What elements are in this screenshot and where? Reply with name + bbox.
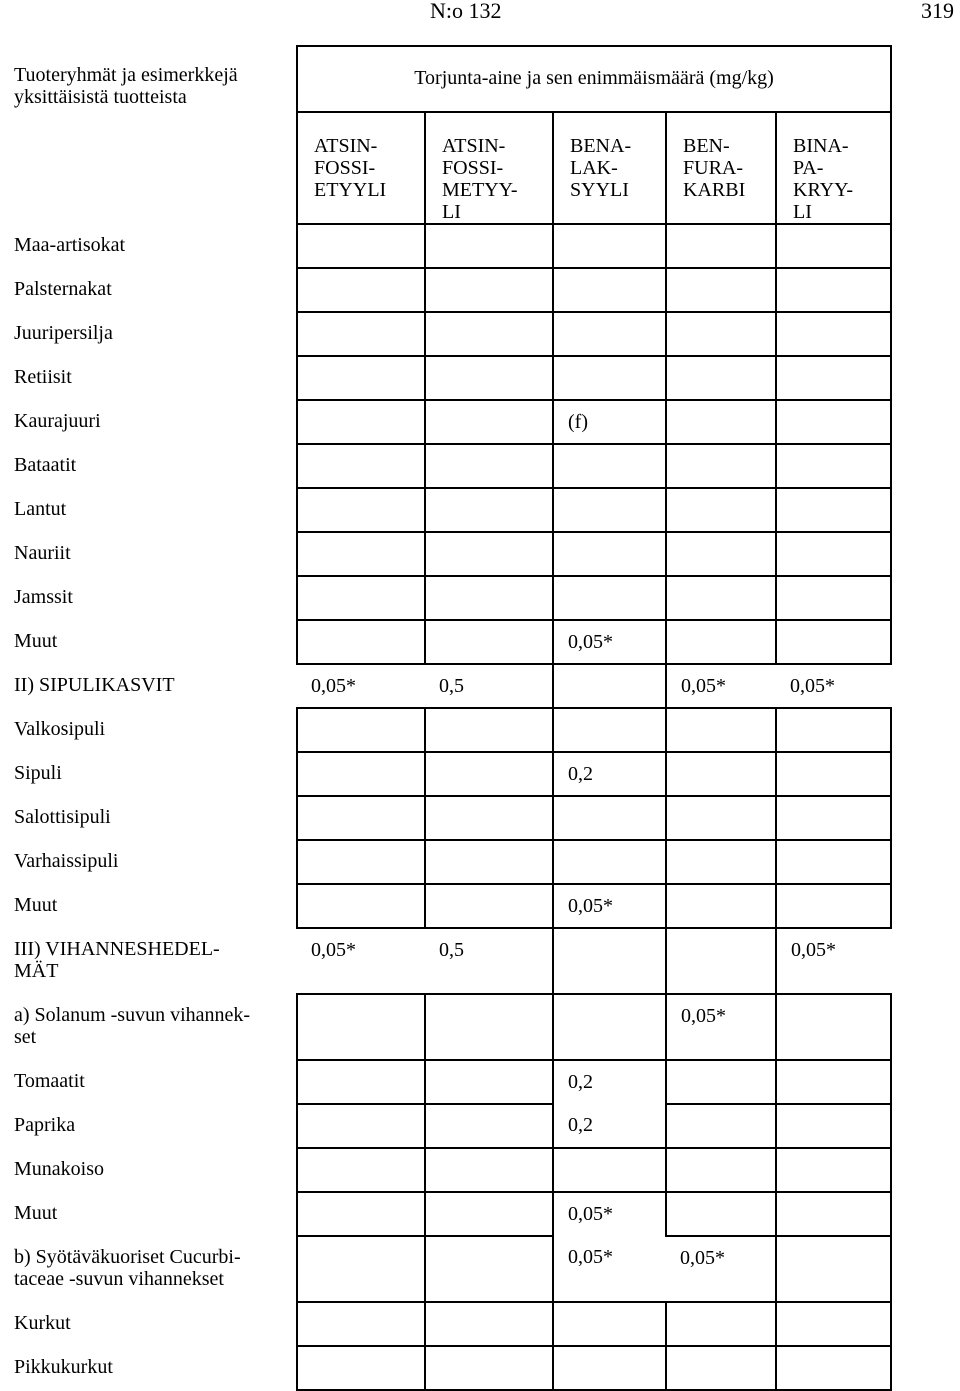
value-cell	[553, 224, 666, 268]
table-row	[0, 620, 891, 664]
table-row	[0, 268, 891, 312]
value-cell	[425, 840, 553, 884]
table-row	[0, 1060, 891, 1104]
column-header-5: BINA- PA- KRYY- LI	[776, 112, 891, 224]
pesticide-group-header: Torjunta-aine ja sen enimmäismäärä (mg/kg)	[297, 46, 891, 112]
value-cell	[776, 488, 891, 532]
row-label: Pikkukurkut	[14, 1356, 113, 1378]
value-cell	[425, 356, 553, 400]
value-cell	[776, 268, 891, 312]
value-cell: 0,05*	[680, 1247, 725, 1269]
row-label: Jamssit	[14, 586, 73, 608]
value-cell	[666, 1104, 776, 1148]
row-label: b) Syötäväkuoriset Cucurbi- taceae -suvun vihannekset	[14, 1246, 241, 1290]
value-cell	[553, 994, 666, 1060]
value-cell	[297, 796, 425, 840]
value-cell	[425, 1346, 553, 1390]
value-cell	[553, 796, 666, 840]
value-cell	[297, 400, 425, 444]
value-cell	[297, 268, 425, 312]
value-cell	[425, 400, 553, 444]
value-cell	[297, 224, 425, 268]
value-cell	[553, 268, 666, 312]
column-header-1: ATSIN- FOSSI- ETYYLI	[297, 112, 425, 224]
table-row	[0, 840, 891, 884]
page-header	[0, 0, 960, 30]
value-cell	[776, 356, 891, 400]
value-cell	[776, 752, 891, 796]
value-cell	[297, 488, 425, 532]
page-number: 319	[921, 0, 954, 23]
table-row	[0, 664, 891, 708]
row-label: Sipuli	[14, 762, 62, 784]
row-label: Muut	[14, 1202, 58, 1224]
value-cell	[776, 224, 891, 268]
value-cell	[553, 664, 666, 708]
value-cell	[297, 1346, 425, 1390]
value-cell	[425, 1104, 553, 1148]
value-cell	[297, 994, 425, 1060]
issue-number: N:o 132	[430, 0, 502, 23]
value-cell	[297, 1148, 425, 1192]
value-cell	[297, 1302, 425, 1346]
value-cell: 0,05*	[568, 1246, 613, 1268]
value-cell: 0,05*	[790, 675, 835, 697]
value-cell	[425, 532, 553, 576]
product-group-header: Tuoteryhmät ja esimerkkejä yksittäisistä tuotteista	[0, 46, 297, 224]
value-cell	[553, 356, 666, 400]
value-cell	[297, 752, 425, 796]
value-cell	[425, 708, 553, 752]
table-row	[0, 444, 891, 488]
value-cell	[553, 708, 666, 752]
row-label: Nauriit	[14, 542, 71, 564]
value-cell	[666, 400, 776, 444]
value-cell: (f)	[568, 411, 588, 433]
value-cell	[425, 488, 553, 532]
value-cell	[666, 796, 776, 840]
value-cell	[425, 884, 553, 928]
value-cell	[553, 1346, 666, 1390]
value-cell	[666, 268, 776, 312]
table-row	[0, 400, 891, 444]
value-cell	[776, 576, 891, 620]
value-cell	[666, 928, 776, 994]
value-cell: 0,5	[439, 939, 464, 961]
value-cell	[666, 224, 776, 268]
value-cell	[297, 444, 425, 488]
value-cell	[666, 708, 776, 752]
row-label: Kaurajuuri	[14, 410, 101, 432]
table-row	[0, 356, 891, 400]
value-cell	[776, 1104, 891, 1148]
value-cell	[425, 752, 553, 796]
value-cell	[425, 620, 553, 664]
value-cell: 0,05*	[681, 1005, 726, 1027]
value-cell	[297, 1104, 425, 1148]
row-label: Munakoiso	[14, 1158, 104, 1180]
value-cell	[297, 1060, 425, 1104]
value-cell	[553, 576, 666, 620]
value-cell: 0,05*	[568, 1203, 613, 1225]
row-label: Muut	[14, 630, 58, 652]
value-cell	[776, 532, 891, 576]
value-cell	[666, 1060, 776, 1104]
table-row	[0, 224, 891, 268]
value-cell	[776, 1192, 891, 1236]
value-cell	[553, 1148, 666, 1192]
table-row	[0, 708, 891, 752]
value-cell	[425, 1236, 553, 1302]
row-label: Salottisipuli	[14, 806, 111, 828]
row-label: Tomaatit	[14, 1070, 85, 1092]
value-cell	[776, 884, 891, 928]
value-cell	[553, 1302, 666, 1346]
value-cell	[425, 268, 553, 312]
table-row	[0, 312, 891, 356]
value-cell	[553, 444, 666, 488]
row-label: Varhaissipuli	[14, 850, 119, 872]
value-cell	[297, 356, 425, 400]
value-cell	[776, 444, 891, 488]
value-cell	[666, 356, 776, 400]
value-cell	[553, 312, 666, 356]
value-cell	[776, 312, 891, 356]
value-cell: 0,05*	[311, 939, 356, 961]
value-cell	[776, 1236, 891, 1302]
table-row	[0, 488, 891, 532]
value-cell: 0,2	[568, 763, 593, 785]
value-cell	[776, 840, 891, 884]
row-label: Palsternakat	[14, 278, 112, 300]
value-cell	[425, 796, 553, 840]
value-cell: 0,05*	[681, 675, 726, 697]
table-row	[0, 1346, 891, 1390]
value-cell	[666, 840, 776, 884]
value-cell	[297, 840, 425, 884]
value-cell	[553, 840, 666, 884]
table-row	[0, 796, 891, 840]
value-cell: 0,05*	[568, 895, 613, 917]
value-cell	[776, 796, 891, 840]
row-label: Kurkut	[14, 1312, 71, 1334]
table-row	[0, 884, 891, 928]
value-cell: 0,05*	[568, 631, 613, 653]
row-label: II) SIPULIKASVIT	[14, 674, 175, 696]
value-cell	[776, 708, 891, 752]
value-cell	[553, 532, 666, 576]
table-row	[0, 1192, 891, 1236]
value-cell	[776, 994, 891, 1060]
value-cell	[776, 620, 891, 664]
value-cell	[297, 1192, 425, 1236]
value-cell	[666, 576, 776, 620]
column-header-2: ATSIN- FOSSI- METYY- LI	[425, 112, 553, 224]
value-cell	[297, 1236, 425, 1302]
value-cell	[425, 1192, 553, 1236]
row-label: Juuripersilja	[14, 322, 113, 344]
row-label: Paprika	[14, 1114, 76, 1136]
value-cell	[297, 884, 425, 928]
table-row	[0, 532, 891, 576]
value-cell: 0,2	[568, 1114, 593, 1136]
table-row	[0, 1148, 891, 1192]
value-cell	[666, 884, 776, 928]
pesticide-limits-table	[0, 45, 892, 1391]
value-cell	[666, 1148, 776, 1192]
value-cell	[776, 1346, 891, 1390]
table-row	[0, 752, 891, 796]
value-cell	[666, 1302, 776, 1346]
value-cell	[666, 532, 776, 576]
value-cell	[425, 576, 553, 620]
table-row	[0, 576, 891, 620]
row-label: Retiisit	[14, 366, 72, 388]
value-cell: 0,2	[568, 1071, 593, 1093]
value-cell: 0,05*	[791, 939, 836, 961]
value-cell: 0,5	[439, 675, 464, 697]
value-cell	[425, 1148, 553, 1192]
value-cell	[425, 994, 553, 1060]
value-cell	[776, 1302, 891, 1346]
column-header-3: BENA- LAK- SYYLI	[553, 112, 666, 224]
value-cell	[666, 1192, 776, 1236]
value-cell	[666, 312, 776, 356]
value-cell	[297, 708, 425, 752]
table-row	[0, 1236, 891, 1302]
value-cell	[776, 400, 891, 444]
value-cell	[425, 1302, 553, 1346]
value-cell	[666, 620, 776, 664]
row-label: III) VIHANNESHEDEL- MÄT	[14, 938, 220, 982]
value-cell	[297, 620, 425, 664]
value-cell	[425, 224, 553, 268]
value-cell	[553, 488, 666, 532]
value-cell	[776, 1148, 891, 1192]
value-cell	[297, 532, 425, 576]
value-cell	[666, 1346, 776, 1390]
table-row	[0, 928, 891, 994]
row-label: Valkosipuli	[14, 718, 106, 740]
table-row	[0, 1104, 891, 1148]
value-cell	[553, 928, 666, 994]
value-cell	[666, 752, 776, 796]
row-label: Maa-artisokat	[14, 234, 126, 256]
value-cell	[666, 488, 776, 532]
value-cell	[297, 576, 425, 620]
value-cell	[425, 1060, 553, 1104]
row-label: a) Solanum -suvun vihannek- set	[14, 1004, 251, 1048]
value-cell	[425, 444, 553, 488]
table-row	[0, 994, 891, 1060]
column-header-4: BEN- FURA- KARBI	[666, 112, 776, 224]
value-cell	[776, 1060, 891, 1104]
value-cell: 0,05*	[311, 675, 356, 697]
row-label: Muut	[14, 894, 58, 916]
table-row	[0, 1302, 891, 1346]
value-cell	[297, 312, 425, 356]
value-cell	[425, 312, 553, 356]
row-label: Lantut	[14, 498, 67, 520]
row-label: Bataatit	[14, 454, 77, 476]
value-cell	[666, 444, 776, 488]
